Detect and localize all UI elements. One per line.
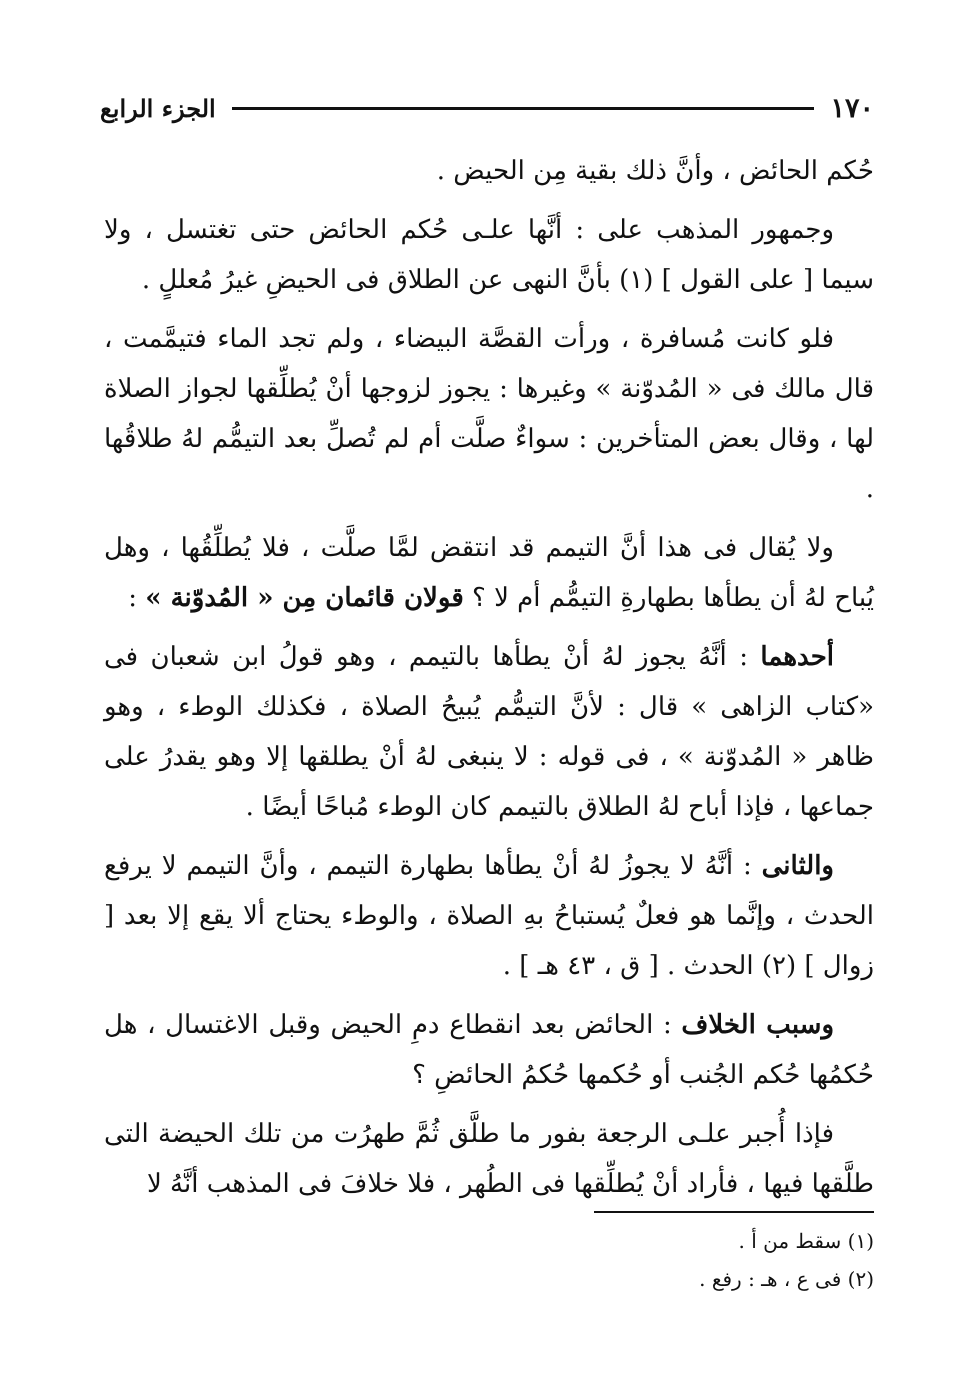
paragraph-text: ولا يُقال فى هذا أنَّ التيمم قد انتقض لمَّا صلَّت ، فلا يُطلِّقُها ، وهل يُباح لهُ أن يطأها بطهارةِ التيمُّم أم لا ؟	[104, 533, 874, 613]
bold-lead: أحدهما	[760, 642, 834, 672]
paragraph	[104, 523, 874, 623]
paragraph-text: حُكم الحائض ، وأنَّ ذلك بقية مِن الحيض .	[436, 156, 874, 186]
paragraph	[104, 632, 874, 832]
bold-lead: وسبب الخلاف	[681, 1010, 834, 1040]
page-header	[100, 88, 874, 128]
paragraph	[104, 146, 874, 196]
header-rule	[232, 107, 815, 110]
paragraph-text: : الحائض بعد انقطاع دمِ الحيض وقبل الاغتسال ، هل حُكمُها حُكم الجُنب أو حُكمها حُكمُ الحائضِ ؟	[104, 1010, 874, 1090]
paragraph-text: : أنَّهُ يجوز لهُ أنْ يطأها بالتيمم ، وهو قولُ ابن شعبان فى «كتاب الزاهى » قال : لأنَّ التيمُّم يُبيحُ الصلاة ، فكذلك الوطء ، وهو ظاهر « المُدوّنة » ، فى قوله : لا ينبغى لهُ أنْ يطلقها إلا وهو يقدرُ على جماعها ، فإذا أباح لهُ الطلاق بالتيمم كان الوطء مُباحًا أيضًا .	[104, 642, 874, 822]
paragraph	[104, 314, 874, 514]
paragraph	[104, 1109, 874, 1209]
paragraph	[104, 1000, 874, 1100]
paragraph-text: : أنَّهُ لا يجوزُ لهُ أنْ يطأها بطهارة التيمم ، وأنَّ التيمم لا يرفع الحدث ، وإنَّما هو فعلٌ يُستباحُ بهِ الصلاة ، والوطء يحتاج ألا يقع إلا بعد [ زوال ] (٢) الحدث . [ ق ، ٤٣ هـ ] .	[104, 851, 874, 981]
bold-phrase: قولان قائمان مِن « المُدوّنة »	[145, 583, 464, 613]
paragraph-text: فلو كانت مُسافرة ، ورأت القصَّة البيضاء ، ولم تجد الماء فتيمَّمت ، قال مالك فى « المُدوّنة » وغيرها : يجوز لزوجها أنْ يُطلِّقها لجواز الصلاة لها ، وقال بعض المتأخرين : سواءٌ صلَّت أم لم تُصلِّ بعد التيمُّم لهُ طلاقُها .	[104, 324, 874, 504]
page-number: ١٧٠	[830, 92, 874, 124]
page-body	[104, 146, 874, 1218]
paragraph	[104, 841, 874, 991]
footnotes	[480, 1222, 874, 1298]
footnote-divider	[594, 1211, 874, 1213]
paragraph-text: فإذا أُجبر علـى الرجعة بفور ما طلَّق ثُمَّ طهرُت من تلك الحيضة التى طلَّقها فيها ، فأراد أنْ يُطلِّقها فى الطُهر ، فلا خلافَ فى المذهب أنَّهُ لا	[104, 1119, 874, 1199]
paragraph	[104, 205, 874, 305]
footnote: (٢) فى ع ، هـ : رفع .	[699, 1267, 874, 1291]
bold-lead: والثانى	[761, 851, 834, 881]
footnote: (١) سقط من أ .	[738, 1229, 874, 1253]
paragraph-text-end: :	[128, 583, 146, 613]
paragraph-text: وجمهور المذهب على : أنَّها علـى حُكم الحائض حتى تغتسل ، ولا سيما [ على القول ] (١) بأنَّ النهى عن الطلاق فى الحيضِ غيرُ مُعللٍ .	[104, 215, 874, 295]
running-title: الجزء الرابع	[100, 93, 216, 123]
